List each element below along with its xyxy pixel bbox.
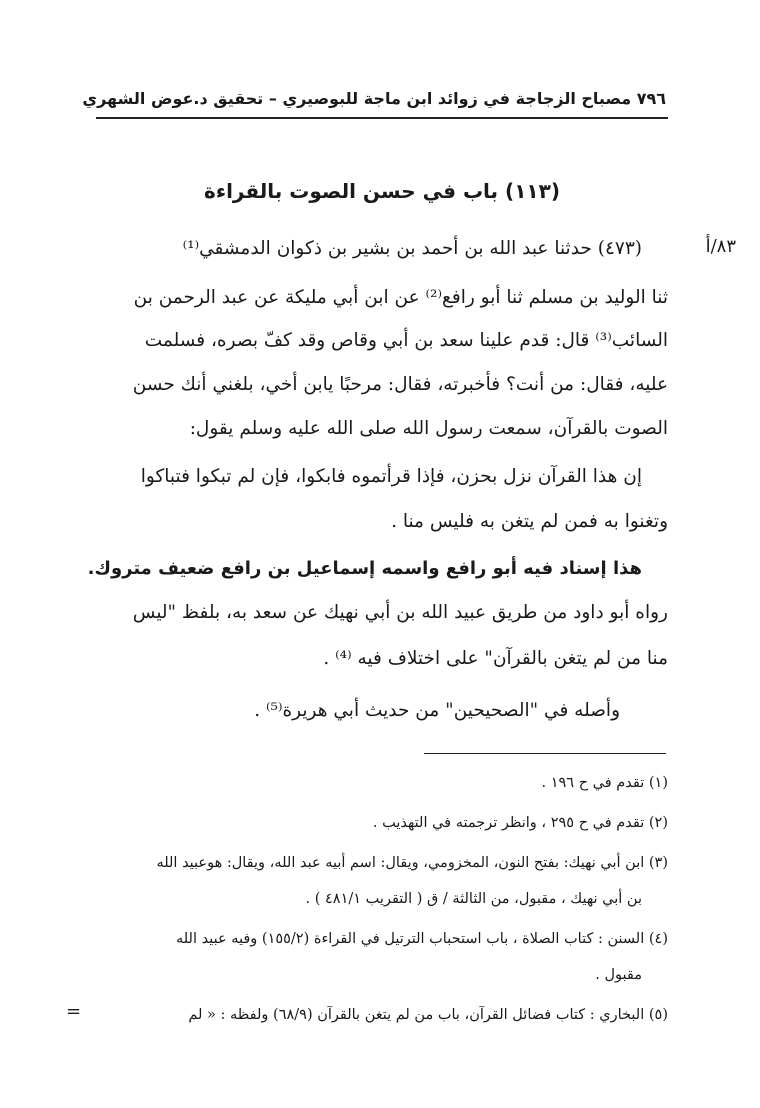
running-header: ٧٩٦ مصباح الزجاجة في زوائد ابن ماجة للبوصيري – تحقيق د.عوض الشهري xyxy=(82,89,666,108)
hadith-text-line: إن هذا القرآن نزل بحزن، فإذا قرأتموه فابكوا، فإن لم تبكوا فتباكوا xyxy=(140,466,642,487)
margin-folio: ٨٣/أ xyxy=(705,236,736,257)
footnote-rule xyxy=(424,753,666,754)
body-line: رواه أبو داود من طريق عبيد الله بن أبي نهيك عن سعد به، بلفظ "ليس xyxy=(132,602,668,623)
footnote: (٢) تقدم في ح ٢٩٥ ، وانظر ترجمته في التهذيب . xyxy=(372,815,668,831)
body-line: عليه، فقال: من أنت؟ فأخبرته، فقال: مرحبًا يابن أخي، بلغني أنك حسن xyxy=(132,374,668,395)
footnote: (٤) السنن : كتاب الصلاة ، باب استحباب الترتيل في القراءة (١٥٥/٢) وفيه عبيد الله xyxy=(175,931,668,947)
chapter-title: (١١٣) باب في حسن الصوت بالقراءة xyxy=(204,179,560,203)
commentary-line: هذا إسناد فيه أبو رافع واسمه إسماعيل بن رافع ضعيف متروك. xyxy=(87,558,642,579)
body-line: الصوت بالقرآن، سمعت رسول الله صلى الله عليه وسلم يقول: xyxy=(189,418,668,439)
footnote-continuation: مقبول . xyxy=(595,967,642,983)
footnote: (١) تقدم في ح ١٩٦ . xyxy=(541,775,668,791)
footnote-continuation: بن أبي نهيك ، مقبول، من الثالثة / ق ( التقريب ٤٨١/١ ) . xyxy=(305,891,642,907)
footnote: (٣) ابن أبي نهيك: بفتح النون، المخزومي، ويقال: اسم أبيه عبد الله، ويقال: هوعبيد الله xyxy=(156,855,668,871)
body-line: ثنا الوليد بن مسلم ثنا أبو رافع⁽²⁾ عن ابن أبي مليكة عن عبد الرحمن بن xyxy=(133,287,668,308)
hadith-text-line: وتغنوا به فمن لم يتغن به فليس منا . xyxy=(391,511,668,532)
header-rule xyxy=(96,117,668,119)
continuation-mark: = xyxy=(66,1001,82,1022)
body-line: وأصله في "الصحيحين" من حديث أبي هريرة⁽⁵⁾ . xyxy=(254,700,620,721)
footnote: (٥) البخاري : كتاب فضائل القرآن، باب من لم يتغن بالقرآن (٦٨/٩) ولفظه : « لم xyxy=(188,1007,668,1023)
body-line: منا من لم يتغن بالقرآن" على اختلاف فيه ⁽⁴⁾ . xyxy=(323,648,668,669)
body-line: (٤٧٣) حدثنا عبد الله بن أحمد بن بشير بن ذكوان الدمشقي⁽¹⁾ xyxy=(182,238,642,259)
body-line: السائب⁽³⁾ قال: قدم علينا سعد بن أبي وقاص وقد كفّ بصره، فسلمت xyxy=(144,330,668,351)
